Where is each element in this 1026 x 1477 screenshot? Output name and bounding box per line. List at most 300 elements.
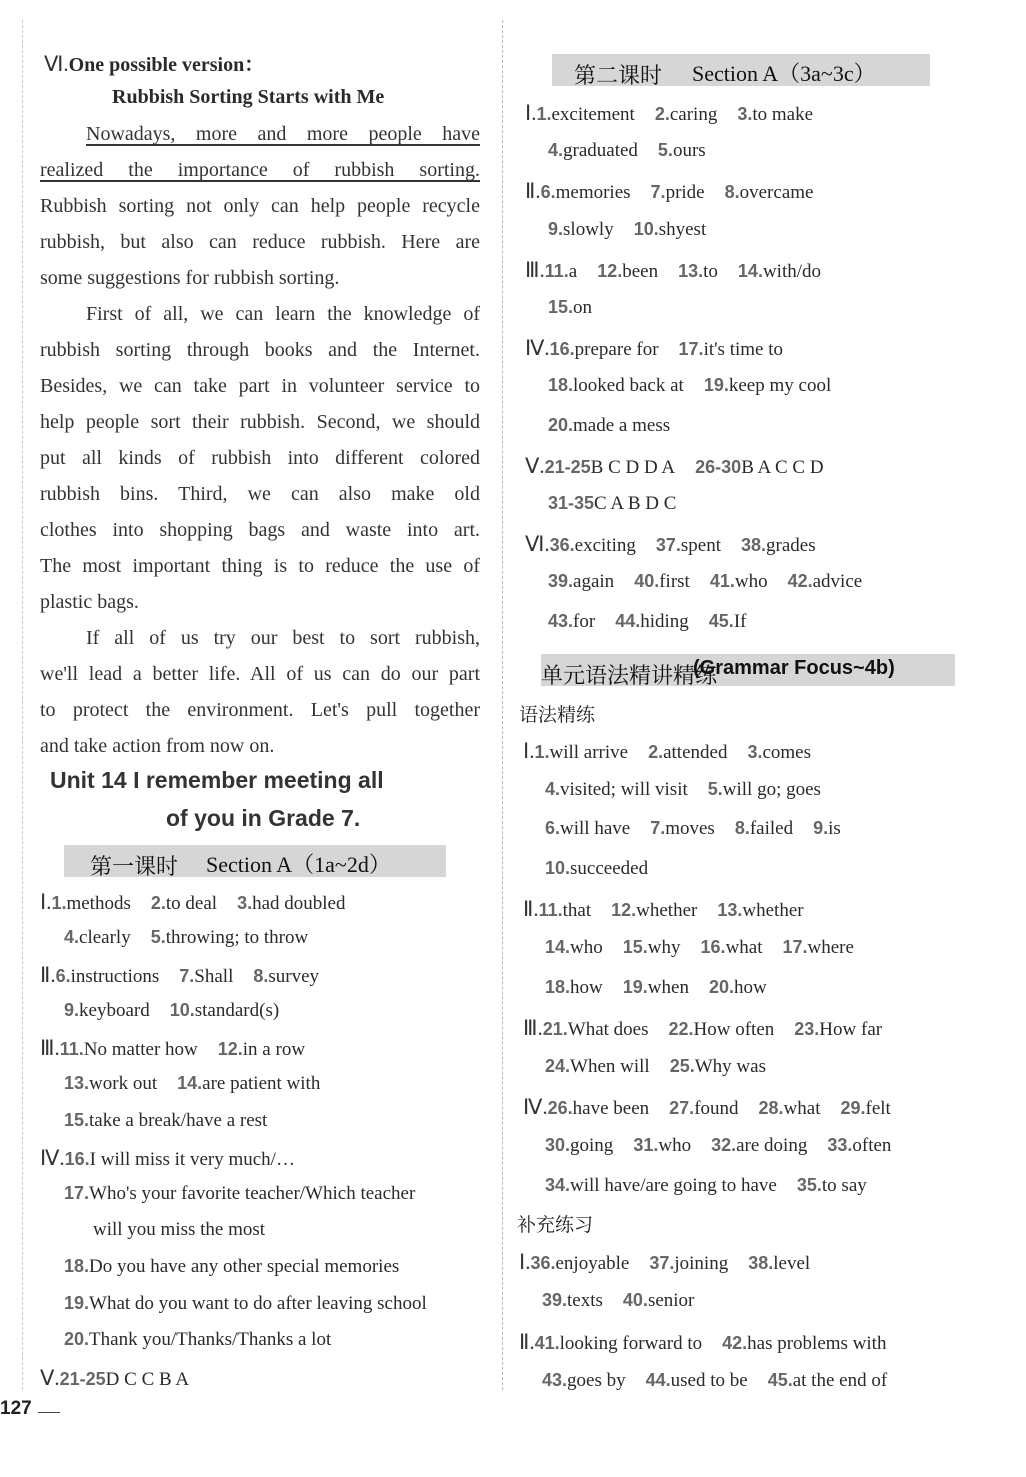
answer-text: What do you want to do after leaving school: [89, 1292, 427, 1314]
answer-item: [678, 261, 718, 282]
essay-line: Nowadays, more and more people have: [86, 123, 480, 145]
answer-item: [177, 1073, 320, 1094]
answer-item: [717, 900, 803, 921]
answer-item: [679, 339, 783, 360]
answer-item: [548, 140, 638, 161]
answer-item: [64, 1183, 415, 1204]
answer-text: will you miss the most: [93, 1219, 266, 1241]
answer-text: keep my cool: [728, 375, 832, 397]
answer-number: 2.: [150, 893, 166, 913]
answer-text: at the end of: [792, 1370, 888, 1391]
answer-number: 14.: [545, 937, 571, 957]
answer-text: will have/are going to have: [570, 1174, 777, 1196]
answer-number: 19.: [703, 375, 729, 396]
answer-text: work out: [89, 1073, 158, 1094]
answer-item: [794, 1019, 882, 1040]
left-margin-rule: [22, 20, 23, 1390]
answer-item: [827, 1135, 891, 1156]
answer-text: Shall: [194, 966, 234, 988]
answer-item: [813, 818, 841, 839]
answer-item: [545, 977, 603, 998]
answer-item: [151, 893, 217, 914]
answer-text: slowly: [563, 218, 614, 240]
answer-text: comes: [762, 742, 812, 763]
answer-number: 13.: [64, 1073, 90, 1093]
answer-item: [623, 937, 681, 958]
answer-item: [722, 1333, 886, 1354]
answer-text: I will miss it very much/…: [89, 1149, 295, 1171]
answer-text: ours: [672, 140, 706, 162]
section-numeral: Ⅳ.: [523, 1095, 548, 1120]
answer-number: 6.: [55, 966, 71, 987]
section-numeral: Ⅲ.: [525, 257, 545, 282]
answer-line: [523, 897, 804, 922]
answer-text: who: [570, 937, 603, 958]
answer-number: 34.: [545, 1174, 571, 1195]
answer-line: [545, 977, 767, 999]
answer-item: [64, 1073, 157, 1094]
answer-line: [548, 219, 706, 241]
answer-text: looking forward to: [559, 1333, 703, 1354]
answer-number: 18.: [64, 1256, 90, 1276]
answer-item: [548, 219, 614, 240]
answer-line: [548, 415, 670, 437]
answer-number: 6.: [540, 182, 556, 203]
answer-text: What does: [567, 1019, 649, 1041]
answer-line: [64, 1329, 331, 1351]
answer-item: [783, 937, 854, 958]
answer-item: [709, 977, 767, 998]
answer-text: are doing: [736, 1135, 808, 1156]
answer-text: whether: [742, 900, 804, 922]
essay-line: clothes into shopping bags and waste into art.: [40, 519, 480, 541]
answer-number: 15.: [622, 937, 648, 957]
answer-line: [525, 532, 816, 557]
answer-number: 19.: [64, 1292, 90, 1313]
answer-text: No matter how: [83, 1039, 198, 1061]
answer-line: [542, 1370, 887, 1392]
answer-number: 24.: [545, 1055, 571, 1076]
answer-text: on: [573, 297, 593, 318]
answer-item: [550, 535, 636, 556]
answer-item: [64, 1110, 267, 1131]
supplement-label: 补充练习: [517, 1214, 594, 1236]
answer-line: [40, 1036, 305, 1061]
answer-number: 19.: [622, 976, 648, 997]
answer-number: 40.: [622, 1290, 648, 1310]
grammar-label: 语法精练: [519, 704, 596, 726]
answer-item: [548, 415, 670, 436]
answer-item: [539, 900, 592, 921]
answer-line: [542, 1290, 694, 1312]
answer-line: [64, 1256, 399, 1278]
answer-number: 11.: [544, 260, 569, 281]
answer-number: 26-30: [695, 456, 742, 477]
grammar-cn: 单元语法精讲精练: [541, 664, 718, 689]
section-numeral: Ⅵ.: [44, 52, 69, 76]
answer-number: 23.: [794, 1019, 820, 1040]
answer-text: Do you have any other special memories: [89, 1256, 400, 1277]
answer-item: [634, 219, 707, 240]
answer-line: [64, 1183, 415, 1205]
essay-title: Rubbish Sorting Starts with Me: [112, 86, 385, 108]
answer-line: [545, 1175, 867, 1197]
section-numeral: Ⅰ.: [519, 1250, 531, 1274]
answer-item: [704, 375, 831, 396]
answer-item: [545, 858, 648, 879]
answer-item: [646, 1370, 748, 1391]
answer-number: 7.: [650, 818, 666, 839]
answer-item: [534, 742, 628, 763]
essay-line: some suggestions for rubbish sorting.: [40, 267, 340, 289]
section-numeral: Ⅰ.: [523, 739, 535, 763]
answer-item: [64, 1329, 331, 1350]
section-numeral: Ⅳ.: [525, 336, 550, 361]
answer-line: [548, 140, 706, 162]
answer-item: [623, 977, 689, 998]
answer-line: [545, 1056, 766, 1078]
answer-text: looked back at: [573, 375, 684, 397]
column-divider: [502, 20, 503, 1390]
answer-number: 42.: [722, 1333, 748, 1353]
answer-number: 17.: [782, 937, 808, 957]
answer-number: 28.: [758, 1098, 784, 1119]
answer-line: [525, 179, 813, 204]
answer-number: 5.: [657, 140, 673, 161]
answer-text: methods: [66, 893, 131, 914]
version-label: One possible version：: [68, 54, 265, 76]
answer-item: [669, 1098, 738, 1119]
essay-line: rubbish bins. Third, we can also make old: [40, 483, 480, 505]
answer-item: [548, 611, 595, 632]
answer-number: 12.: [597, 260, 623, 281]
answer-line: [545, 818, 841, 840]
answer-number: 41.: [709, 571, 735, 592]
essay-line: The most important thing is to reduce the use of: [40, 555, 480, 577]
answer-item: [179, 966, 233, 987]
answer-item: [649, 1253, 728, 1274]
answer-number: 4.: [64, 926, 80, 947]
answer-text: B A C C D: [741, 456, 824, 478]
lesson1-en: Section A（1a~2d）: [206, 852, 391, 877]
answer-number: 43.: [548, 610, 574, 631]
answer-text: memories: [555, 182, 631, 204]
answer-text: it's time to: [703, 339, 783, 361]
answer-number: 31-35: [548, 493, 595, 513]
answer-number: 5.: [150, 926, 166, 947]
answer-text: C A B D C: [594, 493, 677, 514]
answer-number: 43.: [542, 1370, 568, 1390]
answer-item: [170, 1000, 279, 1021]
section-numeral: Ⅴ.: [40, 1365, 60, 1390]
answer-line: [548, 297, 592, 319]
answer-item: [709, 611, 747, 632]
answer-number: 44.: [645, 1370, 671, 1390]
answer-text: How far: [819, 1019, 883, 1041]
answer-number: 21-25: [544, 456, 591, 477]
answer-text: what: [783, 1098, 821, 1120]
answer-number: 16.: [549, 339, 575, 360]
answer-line: [64, 1073, 320, 1095]
answer-number: 32.: [711, 1135, 737, 1155]
answer-number: 22.: [668, 1019, 694, 1040]
answer-number: 15.: [64, 1109, 90, 1130]
answer-item: [634, 571, 690, 592]
answer-text: to: [703, 260, 718, 282]
answer-number: 41.: [534, 1333, 560, 1353]
answer-line: [519, 1330, 886, 1355]
lesson2-en: Section A（3a~3c）: [692, 61, 876, 86]
essay-line: rubbish, but also can reduce rubbish. Here are: [40, 231, 480, 253]
answer-text: used to be: [670, 1370, 748, 1391]
answer-text: graduated: [563, 140, 638, 162]
answer-text: attended: [663, 742, 728, 763]
answer-number: 6.: [545, 818, 561, 839]
answer-number: 20.: [708, 976, 734, 997]
answer-text: exciting: [574, 535, 636, 557]
answer-number: 40.: [634, 571, 660, 592]
answer-text: often: [852, 1135, 892, 1156]
answer-text: If: [733, 610, 747, 632]
answer-line: [548, 375, 831, 397]
answer-number: 11.: [59, 1039, 84, 1060]
answer-number: 16.: [700, 937, 726, 957]
answer-text: caring: [669, 104, 718, 125]
essay-line: realized the importance of rubbish sorting.: [40, 159, 480, 181]
answer-item: [655, 104, 718, 125]
answer-number: 14.: [737, 260, 763, 281]
essay-line: Rubbish sorting not only can help people recycle: [40, 195, 480, 217]
answer-text: going: [570, 1135, 614, 1156]
answer-item: [633, 1135, 691, 1156]
answer-item: [51, 893, 130, 914]
answer-text: survey: [268, 966, 320, 988]
answer-text: again: [573, 571, 615, 593]
answer-text: what: [725, 937, 763, 958]
answer-number: 15.: [548, 297, 574, 317]
answer-item: [535, 1333, 703, 1354]
answer-number: 13.: [678, 260, 704, 281]
answer-item: [542, 1370, 626, 1391]
answer-number: 42.: [787, 571, 813, 592]
answer-line: [545, 858, 648, 880]
answer-item: [741, 535, 816, 556]
lesson2-header: [552, 54, 930, 89]
answer-text: hiding: [640, 610, 689, 632]
answer-item: [60, 1369, 189, 1390]
answer-text: will have: [560, 818, 631, 840]
answer-number: 1.: [534, 742, 550, 762]
answer-text: take a break/have a rest: [89, 1109, 268, 1131]
answer-text: first: [659, 571, 690, 593]
answer-number: 8.: [253, 966, 269, 987]
answer-line: [64, 1219, 265, 1241]
grammar-header: [541, 654, 955, 689]
answer-item: [708, 779, 821, 800]
answer-number: 33.: [827, 1135, 853, 1155]
answer-item: [651, 182, 705, 203]
answer-number: 5.: [707, 778, 723, 799]
answer-text: advice: [812, 571, 863, 593]
answer-text: senior: [647, 1290, 695, 1311]
answer-number: 9.: [548, 218, 564, 239]
answer-item: [797, 1175, 867, 1196]
answer-number: 37.: [655, 535, 681, 556]
answer-line: [525, 101, 813, 126]
answer-number: 13.: [717, 900, 743, 921]
unit-title: Unit 14 I remember meeting all: [50, 767, 384, 793]
answer-number: 3.: [747, 742, 763, 762]
answer-text: with/do: [762, 260, 822, 282]
answer-text: a: [568, 260, 578, 282]
section-numeral: Ⅴ.: [525, 453, 545, 478]
answer-number: 36.: [549, 535, 575, 556]
answer-item: [545, 937, 603, 958]
answer-text: been: [622, 260, 659, 282]
section-numeral: Ⅵ.: [525, 532, 550, 557]
answer-item: [60, 1039, 198, 1060]
answer-number: 12.: [611, 900, 637, 921]
section-numeral: Ⅲ.: [40, 1036, 60, 1061]
answer-item: [725, 182, 814, 203]
answer-line: [40, 1146, 295, 1171]
answer-item: [56, 966, 160, 987]
answer-item: [543, 1019, 649, 1040]
answer-number: 16.: [64, 1149, 90, 1170]
answer-text: where: [807, 937, 854, 958]
answer-number: 8.: [724, 182, 740, 203]
answer-number: 21-25: [59, 1368, 106, 1389]
answer-text: When will: [570, 1055, 650, 1077]
answer-text: standard(s): [194, 999, 280, 1021]
answer-line: [64, 927, 308, 949]
answer-text: D C C B A: [105, 1368, 190, 1390]
answer-number: 20.: [64, 1329, 90, 1350]
section-numeral: Ⅱ.: [525, 179, 541, 204]
answer-line: [523, 1095, 891, 1120]
answer-item: [748, 1253, 810, 1274]
answer-text: joining: [674, 1253, 729, 1274]
section-numeral: Ⅰ.: [40, 890, 52, 914]
answer-text: how: [733, 976, 767, 998]
answer-number: 1.: [51, 893, 67, 913]
answer-number: 38.: [748, 1253, 774, 1273]
answer-number: 39.: [542, 1290, 568, 1310]
answer-text: made a mess: [573, 414, 671, 436]
answer-item: [701, 937, 763, 958]
answer-item: [530, 1253, 629, 1274]
answer-number: 10.: [545, 857, 571, 878]
grammar-en: (Grammar Focus~4b): [693, 657, 895, 679]
answer-text: will go; goes: [722, 778, 821, 800]
answer-line: [545, 779, 821, 801]
essay-line: and take action from now on.: [40, 735, 275, 757]
answer-number: 30.: [545, 1135, 571, 1155]
unit-title-cont: of you in Grade 7.: [166, 805, 361, 831]
answer-item: [738, 261, 821, 282]
answer-item: [151, 927, 309, 948]
answer-item: [64, 1256, 399, 1277]
answer-text: how: [570, 976, 603, 998]
answer-number: 18.: [548, 375, 574, 396]
answer-item: [840, 1098, 890, 1119]
answer-item: [545, 457, 676, 478]
answer-item: [788, 571, 863, 592]
answer-number: 1.: [536, 104, 552, 124]
answer-item: [650, 818, 715, 839]
answer-number: 17.: [678, 339, 704, 360]
answer-number: 7.: [179, 966, 195, 987]
page-number-rule: [38, 1412, 60, 1413]
answer-number: 2.: [654, 104, 670, 124]
essay-line: help people sort their rubbish. Second, we should: [40, 411, 480, 433]
answer-text: enjoyable: [555, 1253, 630, 1274]
answer-text: visited; will visit: [560, 778, 688, 800]
answer-line: [548, 611, 746, 633]
answer-item: [658, 140, 706, 161]
answer-item: [768, 1370, 887, 1391]
answer-text: will arrive: [549, 742, 629, 763]
answer-line: [548, 571, 862, 593]
section-numeral: Ⅲ.: [523, 1016, 543, 1041]
answer-text: that: [562, 900, 592, 922]
answer-text: failed: [749, 818, 794, 840]
answer-line: [64, 1293, 427, 1315]
answer-number: 45.: [708, 610, 734, 631]
answer-line: [64, 1110, 267, 1132]
answer-item: [656, 535, 721, 556]
answer-text: has problems with: [747, 1333, 887, 1354]
answer-text: who: [734, 571, 768, 593]
answer-text: spent: [680, 535, 721, 557]
essay-line: we'll lead a better life. All of us can do our part: [40, 663, 480, 685]
essay-line: First of all, we can learn the knowledge of: [86, 303, 480, 325]
answer-text: are patient with: [202, 1073, 321, 1094]
answer-item: [93, 1219, 265, 1240]
answer-number: 31.: [633, 1135, 659, 1155]
answer-text: to say: [821, 1174, 867, 1196]
answer-item: [548, 375, 684, 396]
answer-line: [64, 1000, 279, 1022]
answer-number: 9.: [813, 818, 829, 839]
answer-text: had doubled: [252, 893, 346, 914]
essay-line: to protect the environment. Let's pull together: [40, 699, 480, 721]
answer-line: [545, 1135, 891, 1157]
answer-item: [536, 104, 634, 125]
answer-number: 12.: [217, 1039, 243, 1060]
answer-item: [615, 611, 689, 632]
essay-line: If all of us try our best to sort rubbish,: [86, 627, 480, 649]
answer-item: [623, 1290, 694, 1311]
section-numeral: Ⅰ.: [525, 101, 537, 125]
answer-number: 18.: [545, 976, 571, 997]
answer-number: 8.: [734, 818, 750, 839]
answer-item: [542, 1290, 603, 1311]
answer-text: B C D D A: [590, 456, 676, 478]
answer-line: [523, 739, 811, 764]
answer-item: [545, 818, 630, 839]
answer-text: texts: [567, 1290, 603, 1311]
answer-number: 29.: [840, 1098, 866, 1119]
answer-text: have been: [572, 1098, 650, 1120]
answer-number: 10.: [633, 218, 659, 239]
answer-number: 25.: [669, 1055, 695, 1076]
answer-item: [548, 571, 614, 592]
answer-item: [64, 927, 131, 948]
answer-number: 20.: [548, 414, 574, 435]
answer-text: moves: [665, 818, 715, 840]
answer-item: [548, 493, 676, 514]
